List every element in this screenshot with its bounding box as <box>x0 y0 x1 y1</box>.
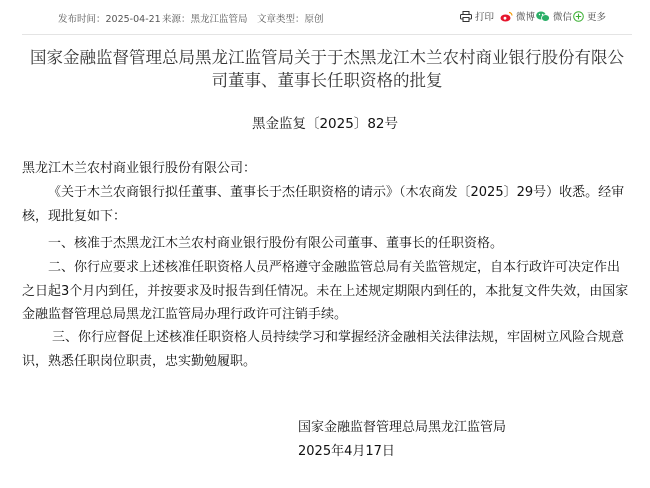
more-label: 更多 <box>587 12 607 23</box>
intro-paragraph: 《关于木兰农商银行拟任董事、董事长于杰任职资格的请示》（木农商发〔2025〕29号）收悉。经审核，现批复如下： <box>22 185 625 224</box>
wechat-share-button[interactable] <box>536 9 572 23</box>
addressee: 黑龙江木兰农村商业银行股份有限公司： <box>22 161 257 176</box>
item-1-paragraph: 一、核准于杰黑龙江木兰农村商业银行股份有限公司董事、董事长的任职资格。 <box>48 236 504 251</box>
item-2-paragraph: 二、你行应要求上述核准任职资格人员严格遵守金融监管总局有关监管规定，自本行政许可决定作出之日起3个月内到任，并按要求及时报告到任情况。未在上述规定期限内到任的，本批复文件失效，由国家金融监督管理总局黑龙江监管局办理行政许可注销手续。 <box>22 260 629 322</box>
document-number: 黑金监复〔2025〕82号 <box>251 116 399 132</box>
publish-time: 发布时间：2025-04-21 <box>58 14 161 25</box>
article-type: 文章类型：原创 <box>257 14 324 25</box>
weibo-label: 微博 <box>516 12 536 23</box>
wechat-icon <box>536 11 550 22</box>
article-title: 国家金融监督管理总局黑龙江监管局关于于杰黑龙江木兰农村商业银行股份有限公司董事、董事长任职资格的批复 <box>30 48 624 90</box>
item-3-paragraph: 三、你行应督促上述核准任职资格人员持续学习和掌握经济金融相关法律法规，牢固树立风险合规意识，熟悉任职岗位职责，忠实勤勉履职。 <box>22 330 625 369</box>
weibo-share-button[interactable] <box>500 9 535 23</box>
wechat-label: 微信 <box>553 12 573 23</box>
weibo-icon <box>500 11 513 22</box>
source-label: 来源：黑龙江监管局 <box>162 14 248 25</box>
article-meta-bar <box>22 0 632 35</box>
signature-org: 国家金融监督管理总局黑龙江监管局 <box>298 420 507 435</box>
more-share-button[interactable] <box>573 9 606 23</box>
print-label: 打印 <box>475 12 495 23</box>
printer-icon <box>460 11 472 22</box>
plus-circle-icon <box>573 11 584 22</box>
signature-date: 2025年4月17日 <box>298 444 395 459</box>
print-button[interactable] <box>460 9 494 23</box>
